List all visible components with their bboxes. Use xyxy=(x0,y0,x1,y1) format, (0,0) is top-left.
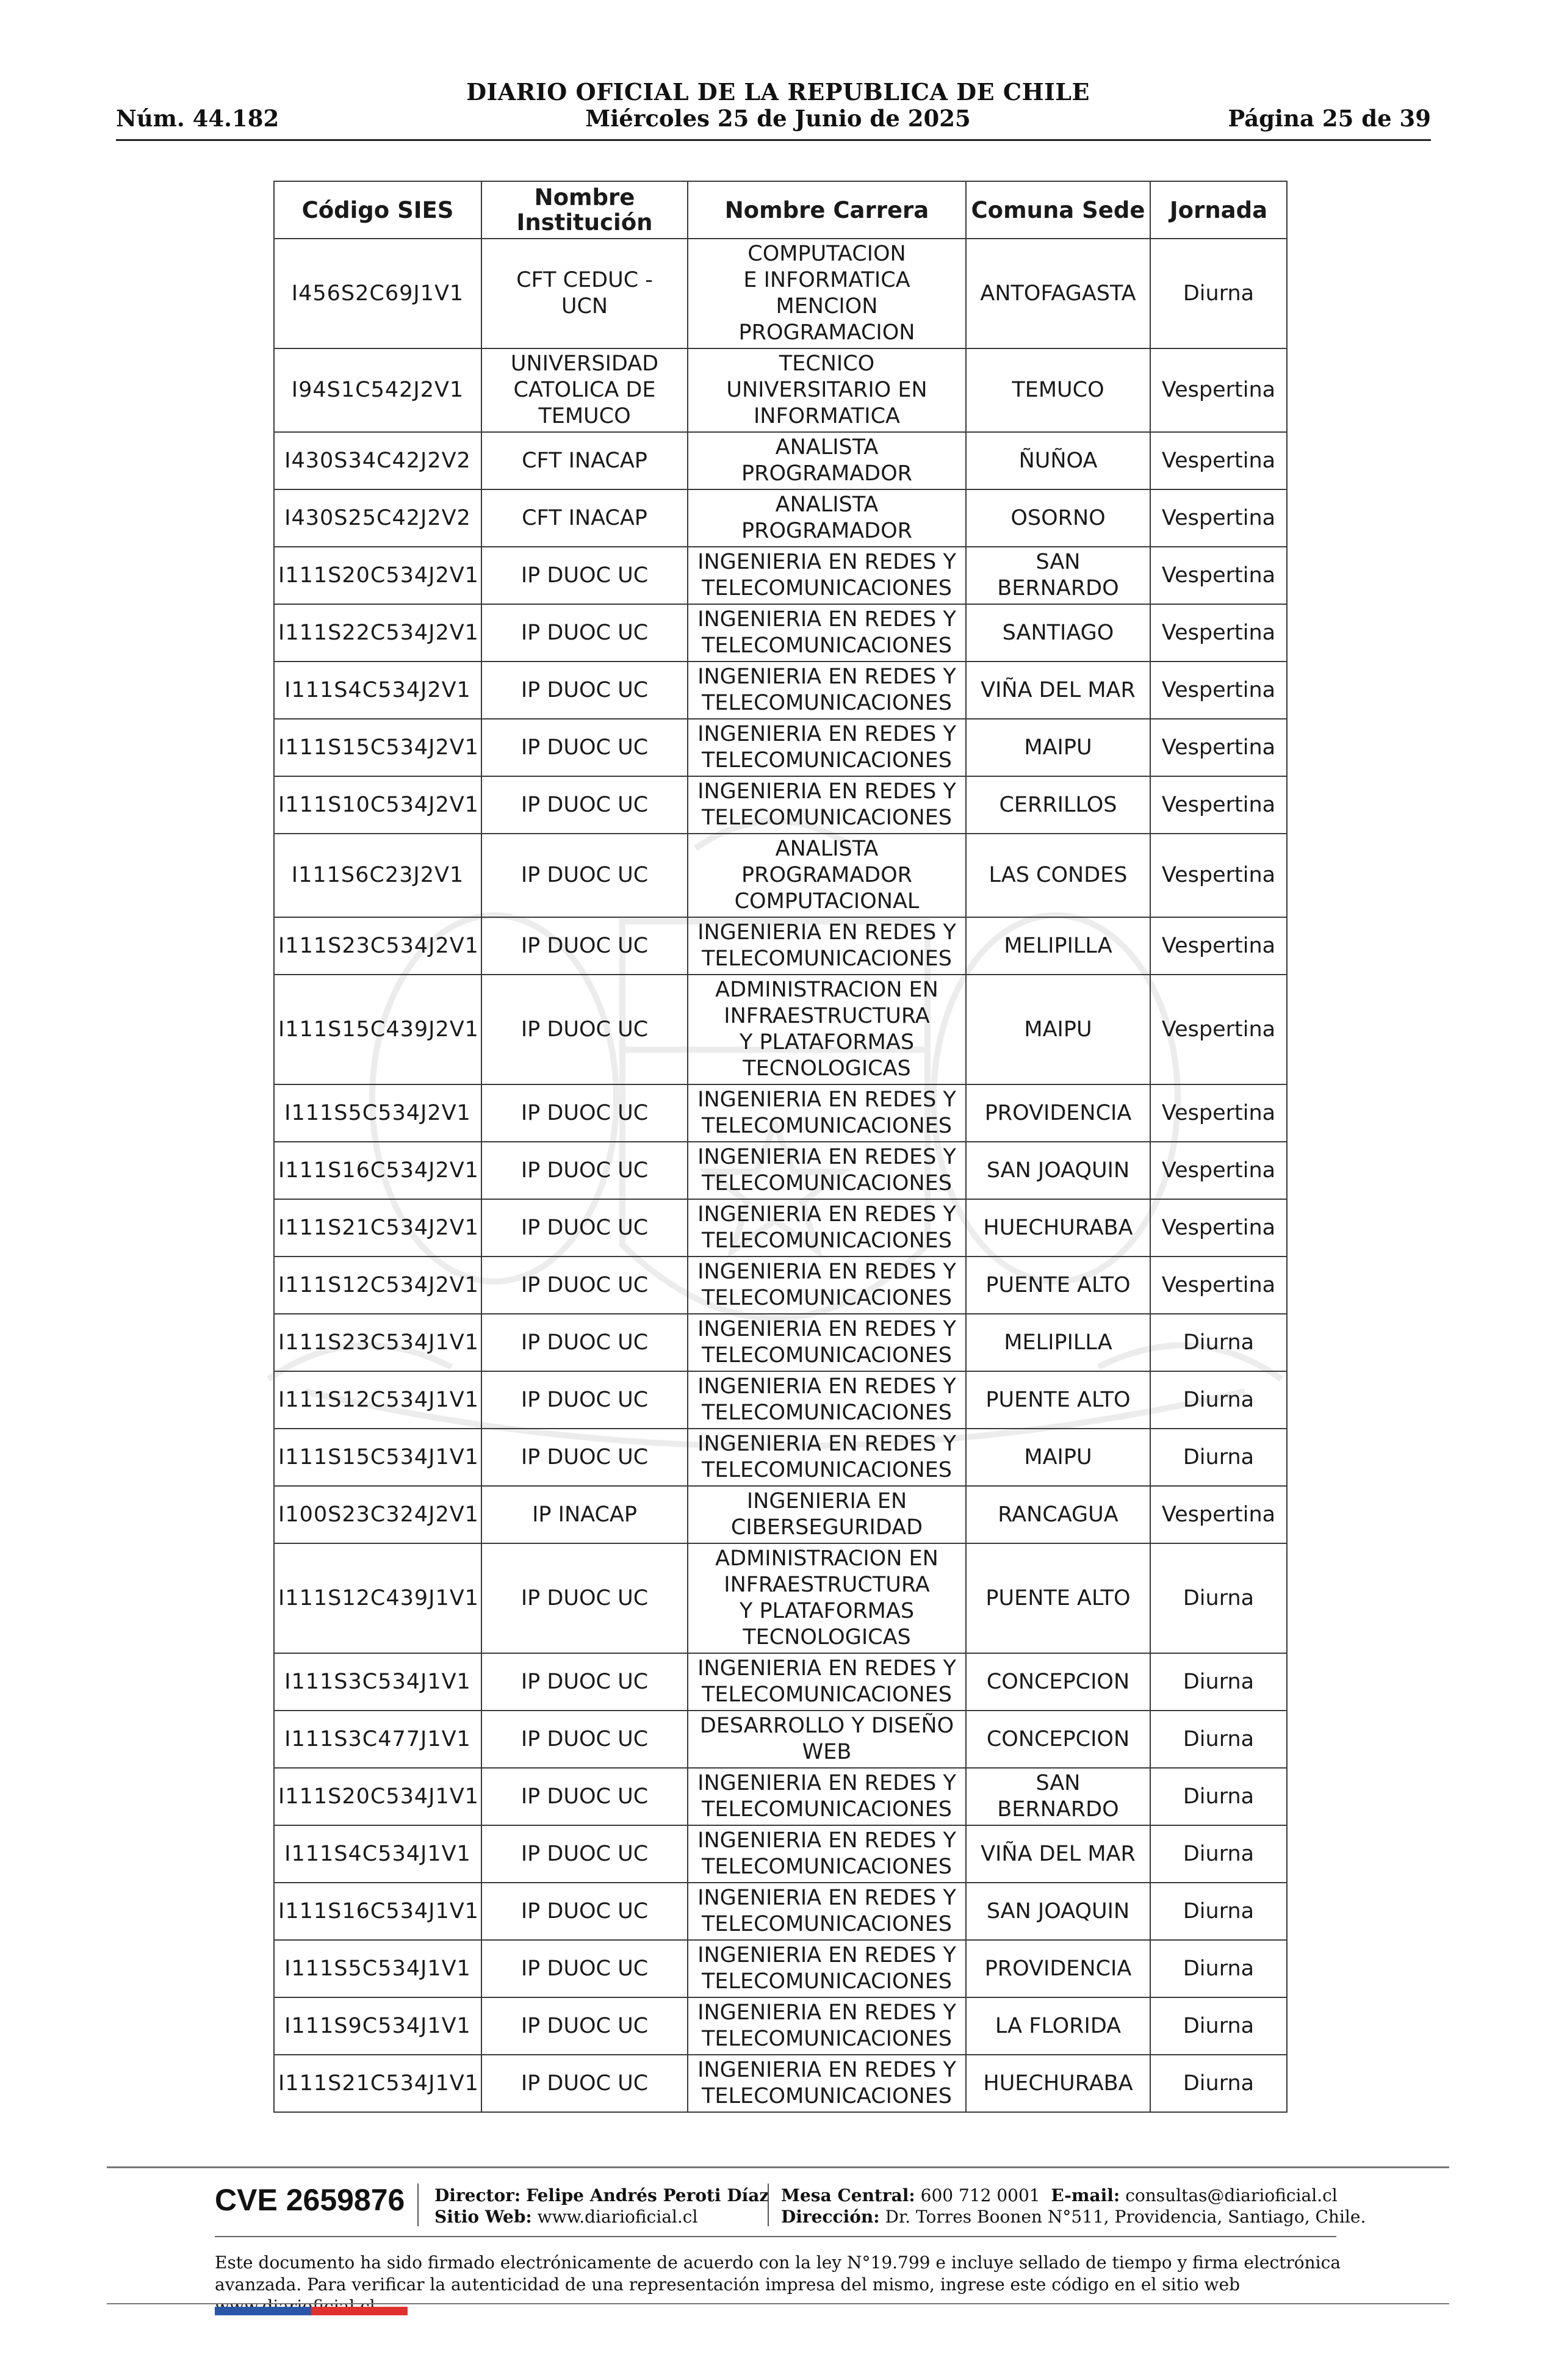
table-header-row xyxy=(274,181,1287,239)
cell-nombre-institucion: IP DUOC UC xyxy=(481,975,688,1084)
cell-comuna-sede: MELIPILLA xyxy=(966,917,1150,975)
cell-nombre-institucion: IP DUOC UC xyxy=(481,834,688,917)
cell-nombre-institucion: IP DUOC UC xyxy=(481,1199,688,1257)
cell-nombre-institucion: IP DUOC UC xyxy=(481,1084,688,1142)
address-label: Dirección: xyxy=(781,2207,880,2227)
cell-comuna-sede: SAN JOAQUIN xyxy=(966,1142,1150,1199)
cell-nombre-institucion: IP DUOC UC xyxy=(481,719,688,776)
cell-nombre-carrera: INGENIERIA EN REDES Y TELECOMUNICACIONES xyxy=(688,1940,966,1997)
cell-codigo-sies: I111S9C534J1V1 xyxy=(274,1997,481,2055)
cell-codigo-sies: I111S16C534J2V1 xyxy=(274,1142,481,1199)
cell-nombre-carrera: ADMINISTRACION EN INFRAESTRUCTURA Y PLATAFORMAS TECNOLOGICAS xyxy=(688,1543,966,1653)
cell-comuna-sede: LAS CONDES xyxy=(966,834,1150,917)
cell-jornada: Diurna xyxy=(1150,1653,1287,1711)
flag-stripe-blue xyxy=(215,2307,311,2315)
cve-code: CVE 2659876 xyxy=(215,2183,405,2217)
cell-codigo-sies: I111S4C534J2V1 xyxy=(274,662,481,719)
cell-comuna-sede: PUENTE ALTO xyxy=(966,1371,1150,1429)
cell-codigo-sies: I111S15C534J1V1 xyxy=(274,1429,481,1486)
cell-nombre-carrera: INGENIERIA EN REDES Y TELECOMUNICACIONES xyxy=(688,547,966,604)
column-header-comuna-sede: Comuna Sede xyxy=(966,181,1150,239)
table-row xyxy=(274,1371,1287,1429)
cell-jornada: Diurna xyxy=(1150,1997,1287,2055)
cell-nombre-carrera: ANALISTA PROGRAMADOR xyxy=(688,489,966,547)
table-row xyxy=(274,1711,1287,1768)
cell-codigo-sies: I94S1C542J2V1 xyxy=(274,348,481,432)
director-label: Director: xyxy=(434,2185,521,2205)
table-row xyxy=(274,1314,1287,1371)
table-row xyxy=(274,834,1287,917)
cell-jornada: Vespertina xyxy=(1150,547,1287,604)
cell-nombre-institucion: IP DUOC UC xyxy=(481,547,688,604)
cell-codigo-sies: I111S22C534J2V1 xyxy=(274,604,481,662)
cell-comuna-sede: OSORNO xyxy=(966,489,1150,547)
cell-jornada: Vespertina xyxy=(1150,662,1287,719)
table-row xyxy=(274,547,1287,604)
cell-comuna-sede: SAN BERNARDO xyxy=(966,1768,1150,1825)
cell-codigo-sies: I111S4C534J1V1 xyxy=(274,1825,481,1883)
cell-nombre-carrera: INGENIERIA EN REDES Y TELECOMUNICACIONES xyxy=(688,776,966,834)
cell-comuna-sede: VIÑA DEL MAR xyxy=(966,662,1150,719)
cell-codigo-sies: I111S16C534J1V1 xyxy=(274,1883,481,1940)
table-row xyxy=(274,1768,1287,1825)
legal-notice: Este documento ha sido firmado electrónicamente de acuerdo con la ley N°19.799 e incluye sellado de tiempo y firma electrónica avanzada. Para verificar la autenticidad de una representación impresa del mismo, ingrese este código en el sitio web xyxy=(215,2252,1341,2295)
table-row xyxy=(274,239,1287,348)
page-number: Página 25 de 39 xyxy=(1228,105,1431,132)
cell-codigo-sies: I111S3C477J1V1 xyxy=(274,1711,481,1768)
cell-nombre-institucion: IP DUOC UC xyxy=(481,1429,688,1486)
cell-nombre-carrera: ANALISTA PROGRAMADOR xyxy=(688,432,966,489)
column-header-nombre-institucion: Nombre Institución xyxy=(481,181,688,239)
cell-nombre-carrera: ADMINISTRACION EN INFRAESTRUCTURA Y PLATAFORMAS TECNOLOGICAS xyxy=(688,975,966,1084)
footer-divider-top xyxy=(107,2166,1449,2168)
cell-codigo-sies: I430S25C42J2V2 xyxy=(274,489,481,547)
cell-nombre-carrera: INGENIERIA EN REDES Y TELECOMUNICACIONES xyxy=(688,1257,966,1314)
table-row xyxy=(274,2055,1287,2112)
flag-stripe-red xyxy=(311,2307,408,2315)
cell-codigo-sies: I111S12C439J1V1 xyxy=(274,1543,481,1653)
cell-jornada: Diurna xyxy=(1150,1940,1287,1997)
cell-jornada: Vespertina xyxy=(1150,432,1287,489)
footer-director-block xyxy=(434,2185,769,2227)
director-name: Felipe Andrés Peroti Díaz xyxy=(526,2185,769,2205)
cell-jornada: Vespertina xyxy=(1150,1486,1287,1543)
cell-comuna-sede: CONCEPCION xyxy=(966,1711,1150,1768)
address-text: Dr. Torres Boonen N°511, Providencia, Santiago, Chile. xyxy=(885,2207,1366,2227)
cell-nombre-carrera: INGENIERIA EN REDES Y TELECOMUNICACIONES xyxy=(688,1314,966,1371)
table-row xyxy=(274,662,1287,719)
email-label: E-mail: xyxy=(1051,2185,1120,2205)
cell-codigo-sies: I111S12C534J1V1 xyxy=(274,1371,481,1429)
table-row xyxy=(274,917,1287,975)
cell-jornada: Diurna xyxy=(1150,1429,1287,1486)
cell-nombre-institucion: CFT CEDUC - UCN xyxy=(481,239,688,348)
cell-comuna-sede: PROVIDENCIA xyxy=(966,1940,1150,1997)
cell-nombre-institucion: IP DUOC UC xyxy=(481,1314,688,1371)
cell-jornada: Vespertina xyxy=(1150,719,1287,776)
table-row xyxy=(274,432,1287,489)
cell-codigo-sies: I111S3C534J1V1 xyxy=(274,1653,481,1711)
cell-nombre-carrera: INGENIERIA EN REDES Y TELECOMUNICACIONES xyxy=(688,1084,966,1142)
cell-nombre-institucion: IP DUOC UC xyxy=(481,1371,688,1429)
cell-nombre-carrera: INGENIERIA EN REDES Y TELECOMUNICACIONES xyxy=(688,604,966,662)
cell-jornada: Vespertina xyxy=(1150,348,1287,432)
table-row xyxy=(274,489,1287,547)
table-row xyxy=(274,776,1287,834)
cell-nombre-institucion: IP DUOC UC xyxy=(481,1940,688,1997)
column-header-jornada: Jornada xyxy=(1150,181,1287,239)
website-label: Sitio Web: xyxy=(434,2207,532,2227)
footer-separator xyxy=(417,2183,419,2226)
cell-comuna-sede: SAN JOAQUIN xyxy=(966,1883,1150,1940)
cell-comuna-sede: ÑUÑOA xyxy=(966,432,1150,489)
table-row xyxy=(274,1429,1287,1486)
cell-nombre-carrera: INGENIERIA EN REDES Y TELECOMUNICACIONES xyxy=(688,1883,966,1940)
cell-jornada: Vespertina xyxy=(1150,1142,1287,1199)
cell-nombre-carrera: INGENIERIA EN CIBERSEGURIDAD xyxy=(688,1486,966,1543)
cell-jornada: Vespertina xyxy=(1150,917,1287,975)
cell-comuna-sede: TEMUCO xyxy=(966,348,1150,432)
cell-nombre-carrera: INGENIERIA EN REDES Y TELECOMUNICACIONES xyxy=(688,1768,966,1825)
cell-codigo-sies: I111S20C534J2V1 xyxy=(274,547,481,604)
cell-nombre-institucion: IP DUOC UC xyxy=(481,1653,688,1711)
table-row xyxy=(274,1543,1287,1653)
footer-divider-bottom xyxy=(107,2303,1449,2304)
table-row xyxy=(274,1257,1287,1314)
cell-nombre-carrera: INGENIERIA EN REDES Y TELECOMUNICACIONES xyxy=(688,2055,966,2112)
cell-nombre-institucion: IP INACAP xyxy=(481,1486,688,1543)
cell-jornada: Vespertina xyxy=(1150,975,1287,1084)
cell-nombre-carrera: INGENIERIA EN REDES Y TELECOMUNICACIONES xyxy=(688,1997,966,2055)
cell-nombre-institucion: IP DUOC UC xyxy=(481,1997,688,2055)
cell-nombre-carrera: INGENIERIA EN REDES Y TELECOMUNICACIONES xyxy=(688,1653,966,1711)
cell-jornada: Diurna xyxy=(1150,2055,1287,2112)
table-row xyxy=(274,1940,1287,1997)
table-row xyxy=(274,348,1287,432)
cell-jornada: Diurna xyxy=(1150,1711,1287,1768)
cell-comuna-sede: HUECHURABA xyxy=(966,1199,1150,1257)
cell-comuna-sede: MELIPILLA xyxy=(966,1314,1150,1371)
cell-comuna-sede: MAIPU xyxy=(966,1429,1150,1486)
cell-codigo-sies: I111S10C534J2V1 xyxy=(274,776,481,834)
cell-jornada: Vespertina xyxy=(1150,776,1287,834)
cell-codigo-sies: I111S5C534J2V1 xyxy=(274,1084,481,1142)
table-row xyxy=(274,719,1287,776)
cell-nombre-institucion: IP DUOC UC xyxy=(481,1825,688,1883)
table-row xyxy=(274,1199,1287,1257)
cell-comuna-sede: CERRILLOS xyxy=(966,776,1150,834)
cell-nombre-institucion: IP DUOC UC xyxy=(481,1768,688,1825)
cell-comuna-sede: ANTOFAGASTA xyxy=(966,239,1150,348)
cell-codigo-sies: I456S2C69J1V1 xyxy=(274,239,481,348)
cell-nombre-institucion: IP DUOC UC xyxy=(481,1142,688,1199)
cell-jornada: Diurna xyxy=(1150,1371,1287,1429)
cell-nombre-carrera: INGENIERIA EN REDES Y TELECOMUNICACIONES xyxy=(688,1142,966,1199)
cell-nombre-institucion: IP DUOC UC xyxy=(481,662,688,719)
cell-codigo-sies: I430S34C42J2V2 xyxy=(274,432,481,489)
cell-jornada: Diurna xyxy=(1150,239,1287,348)
cell-jornada: Diurna xyxy=(1150,1883,1287,1940)
cell-nombre-institucion: IP DUOC UC xyxy=(481,1883,688,1940)
cell-codigo-sies: I111S21C534J2V1 xyxy=(274,1199,481,1257)
table-row xyxy=(274,604,1287,662)
cell-nombre-carrera: INGENIERIA EN REDES Y TELECOMUNICACIONES xyxy=(688,662,966,719)
column-header-codigo-sies: Código SIES xyxy=(274,181,481,239)
cell-codigo-sies: I111S21C534J1V1 xyxy=(274,2055,481,2112)
cell-nombre-institucion: IP DUOC UC xyxy=(481,776,688,834)
cell-nombre-carrera: INGENIERIA EN REDES Y TELECOMUNICACIONES xyxy=(688,1429,966,1486)
table-row xyxy=(274,1084,1287,1142)
cell-jornada: Vespertina xyxy=(1150,1199,1287,1257)
cell-nombre-institucion: IP DUOC UC xyxy=(481,604,688,662)
cell-comuna-sede: MAIPU xyxy=(966,975,1150,1084)
cell-jornada: Vespertina xyxy=(1150,834,1287,917)
footer-contact-block xyxy=(781,2185,1366,2227)
cell-nombre-carrera: TECNICO UNIVERSITARIO EN INFORMATICA xyxy=(688,348,966,432)
cell-comuna-sede: LA FLORIDA xyxy=(966,1997,1150,2055)
table-row xyxy=(274,1653,1287,1711)
cell-nombre-carrera: INGENIERIA EN REDES Y TELECOMUNICACIONES xyxy=(688,1371,966,1429)
cell-jornada: Diurna xyxy=(1150,1825,1287,1883)
table-row xyxy=(274,1997,1287,2055)
cell-nombre-institucion: UNIVERSIDAD CATOLICA DE TEMUCO xyxy=(481,348,688,432)
cell-jornada: Diurna xyxy=(1150,1543,1287,1653)
cell-codigo-sies: I111S23C534J2V1 xyxy=(274,917,481,975)
cell-nombre-carrera: INGENIERIA EN REDES Y TELECOMUNICACIONES xyxy=(688,1825,966,1883)
cell-jornada: Diurna xyxy=(1150,1768,1287,1825)
column-header-nombre-carrera: Nombre Carrera xyxy=(688,181,966,239)
table-body xyxy=(274,239,1287,2112)
cell-comuna-sede: MAIPU xyxy=(966,719,1150,776)
cell-nombre-institucion: IP DUOC UC xyxy=(481,1543,688,1653)
cell-nombre-carrera: INGENIERIA EN REDES Y TELECOMUNICACIONES xyxy=(688,719,966,776)
cell-comuna-sede: PUENTE ALTO xyxy=(966,1257,1150,1314)
cell-jornada: Diurna xyxy=(1150,1314,1287,1371)
table-row xyxy=(274,975,1287,1084)
cell-codigo-sies: I111S20C534J1V1 xyxy=(274,1768,481,1825)
cell-nombre-carrera: COMPUTACION E INFORMATICA MENCION PROGRAMACION xyxy=(688,239,966,348)
cell-nombre-institucion: CFT INACAP xyxy=(481,489,688,547)
website-link[interactable]: www.diarioficial.cl xyxy=(537,2207,698,2227)
cell-nombre-institucion: IP DUOC UC xyxy=(481,917,688,975)
cell-codigo-sies: I111S15C534J2V1 xyxy=(274,719,481,776)
table-row xyxy=(274,1142,1287,1199)
cell-comuna-sede: CONCEPCION xyxy=(966,1653,1150,1711)
cell-nombre-institucion: IP DUOC UC xyxy=(481,1711,688,1768)
cell-nombre-carrera: INGENIERIA EN REDES Y TELECOMUNICACIONES xyxy=(688,1199,966,1257)
cell-nombre-institucion: CFT INACAP xyxy=(481,432,688,489)
cell-codigo-sies: I111S12C534J2V1 xyxy=(274,1257,481,1314)
careers-table xyxy=(273,181,1288,2113)
cell-comuna-sede: SANTIAGO xyxy=(966,604,1150,662)
phone-number: 600 712 0001 xyxy=(920,2185,1040,2205)
cell-codigo-sies: I111S23C534J1V1 xyxy=(274,1314,481,1371)
cell-jornada: Vespertina xyxy=(1150,604,1287,662)
cell-jornada: Vespertina xyxy=(1150,489,1287,547)
cell-nombre-carrera: INGENIERIA EN REDES Y TELECOMUNICACIONES xyxy=(688,917,966,975)
gazette-title: DIARIO OFICIAL DE LA REPUBLICA DE CHILE xyxy=(466,78,1090,106)
header-divider xyxy=(116,139,1431,141)
email-link[interactable]: consultas@diarioficial.cl xyxy=(1125,2185,1338,2205)
table-row xyxy=(274,1825,1287,1883)
cell-comuna-sede: PUENTE ALTO xyxy=(966,1543,1150,1653)
cell-codigo-sies: I111S5C534J1V1 xyxy=(274,1940,481,1997)
cell-codigo-sies: I111S15C439J2V1 xyxy=(274,975,481,1084)
cell-comuna-sede: HUECHURABA xyxy=(966,2055,1150,2112)
cell-comuna-sede: RANCAGUA xyxy=(966,1486,1150,1543)
cell-jornada: Vespertina xyxy=(1150,1257,1287,1314)
table-row xyxy=(274,1883,1287,1940)
phone-label: Mesa Central: xyxy=(781,2185,915,2205)
cell-codigo-sies: I100S23C324J2V1 xyxy=(274,1486,481,1543)
issue-number: Núm. 44.182 xyxy=(116,105,279,132)
cell-comuna-sede: VIÑA DEL MAR xyxy=(966,1825,1150,1883)
cell-nombre-institucion: IP DUOC UC xyxy=(481,1257,688,1314)
footer-separator xyxy=(768,2183,769,2226)
cell-nombre-carrera: ANALISTA PROGRAMADOR COMPUTACIONAL xyxy=(688,834,966,917)
table-row xyxy=(274,1486,1287,1543)
cell-jornada: Vespertina xyxy=(1150,1084,1287,1142)
footer-divider-mid xyxy=(215,2236,1336,2237)
cell-codigo-sies: I111S6C23J2V1 xyxy=(274,834,481,917)
cell-nombre-institucion: IP DUOC UC xyxy=(481,2055,688,2112)
cell-comuna-sede: SAN BERNARDO xyxy=(966,547,1150,604)
issue-date: Miércoles 25 de Junio de 2025 xyxy=(585,105,971,132)
cell-comuna-sede: PROVIDENCIA xyxy=(966,1084,1150,1142)
cell-nombre-carrera: DESARROLLO Y DISEÑO WEB xyxy=(688,1711,966,1768)
